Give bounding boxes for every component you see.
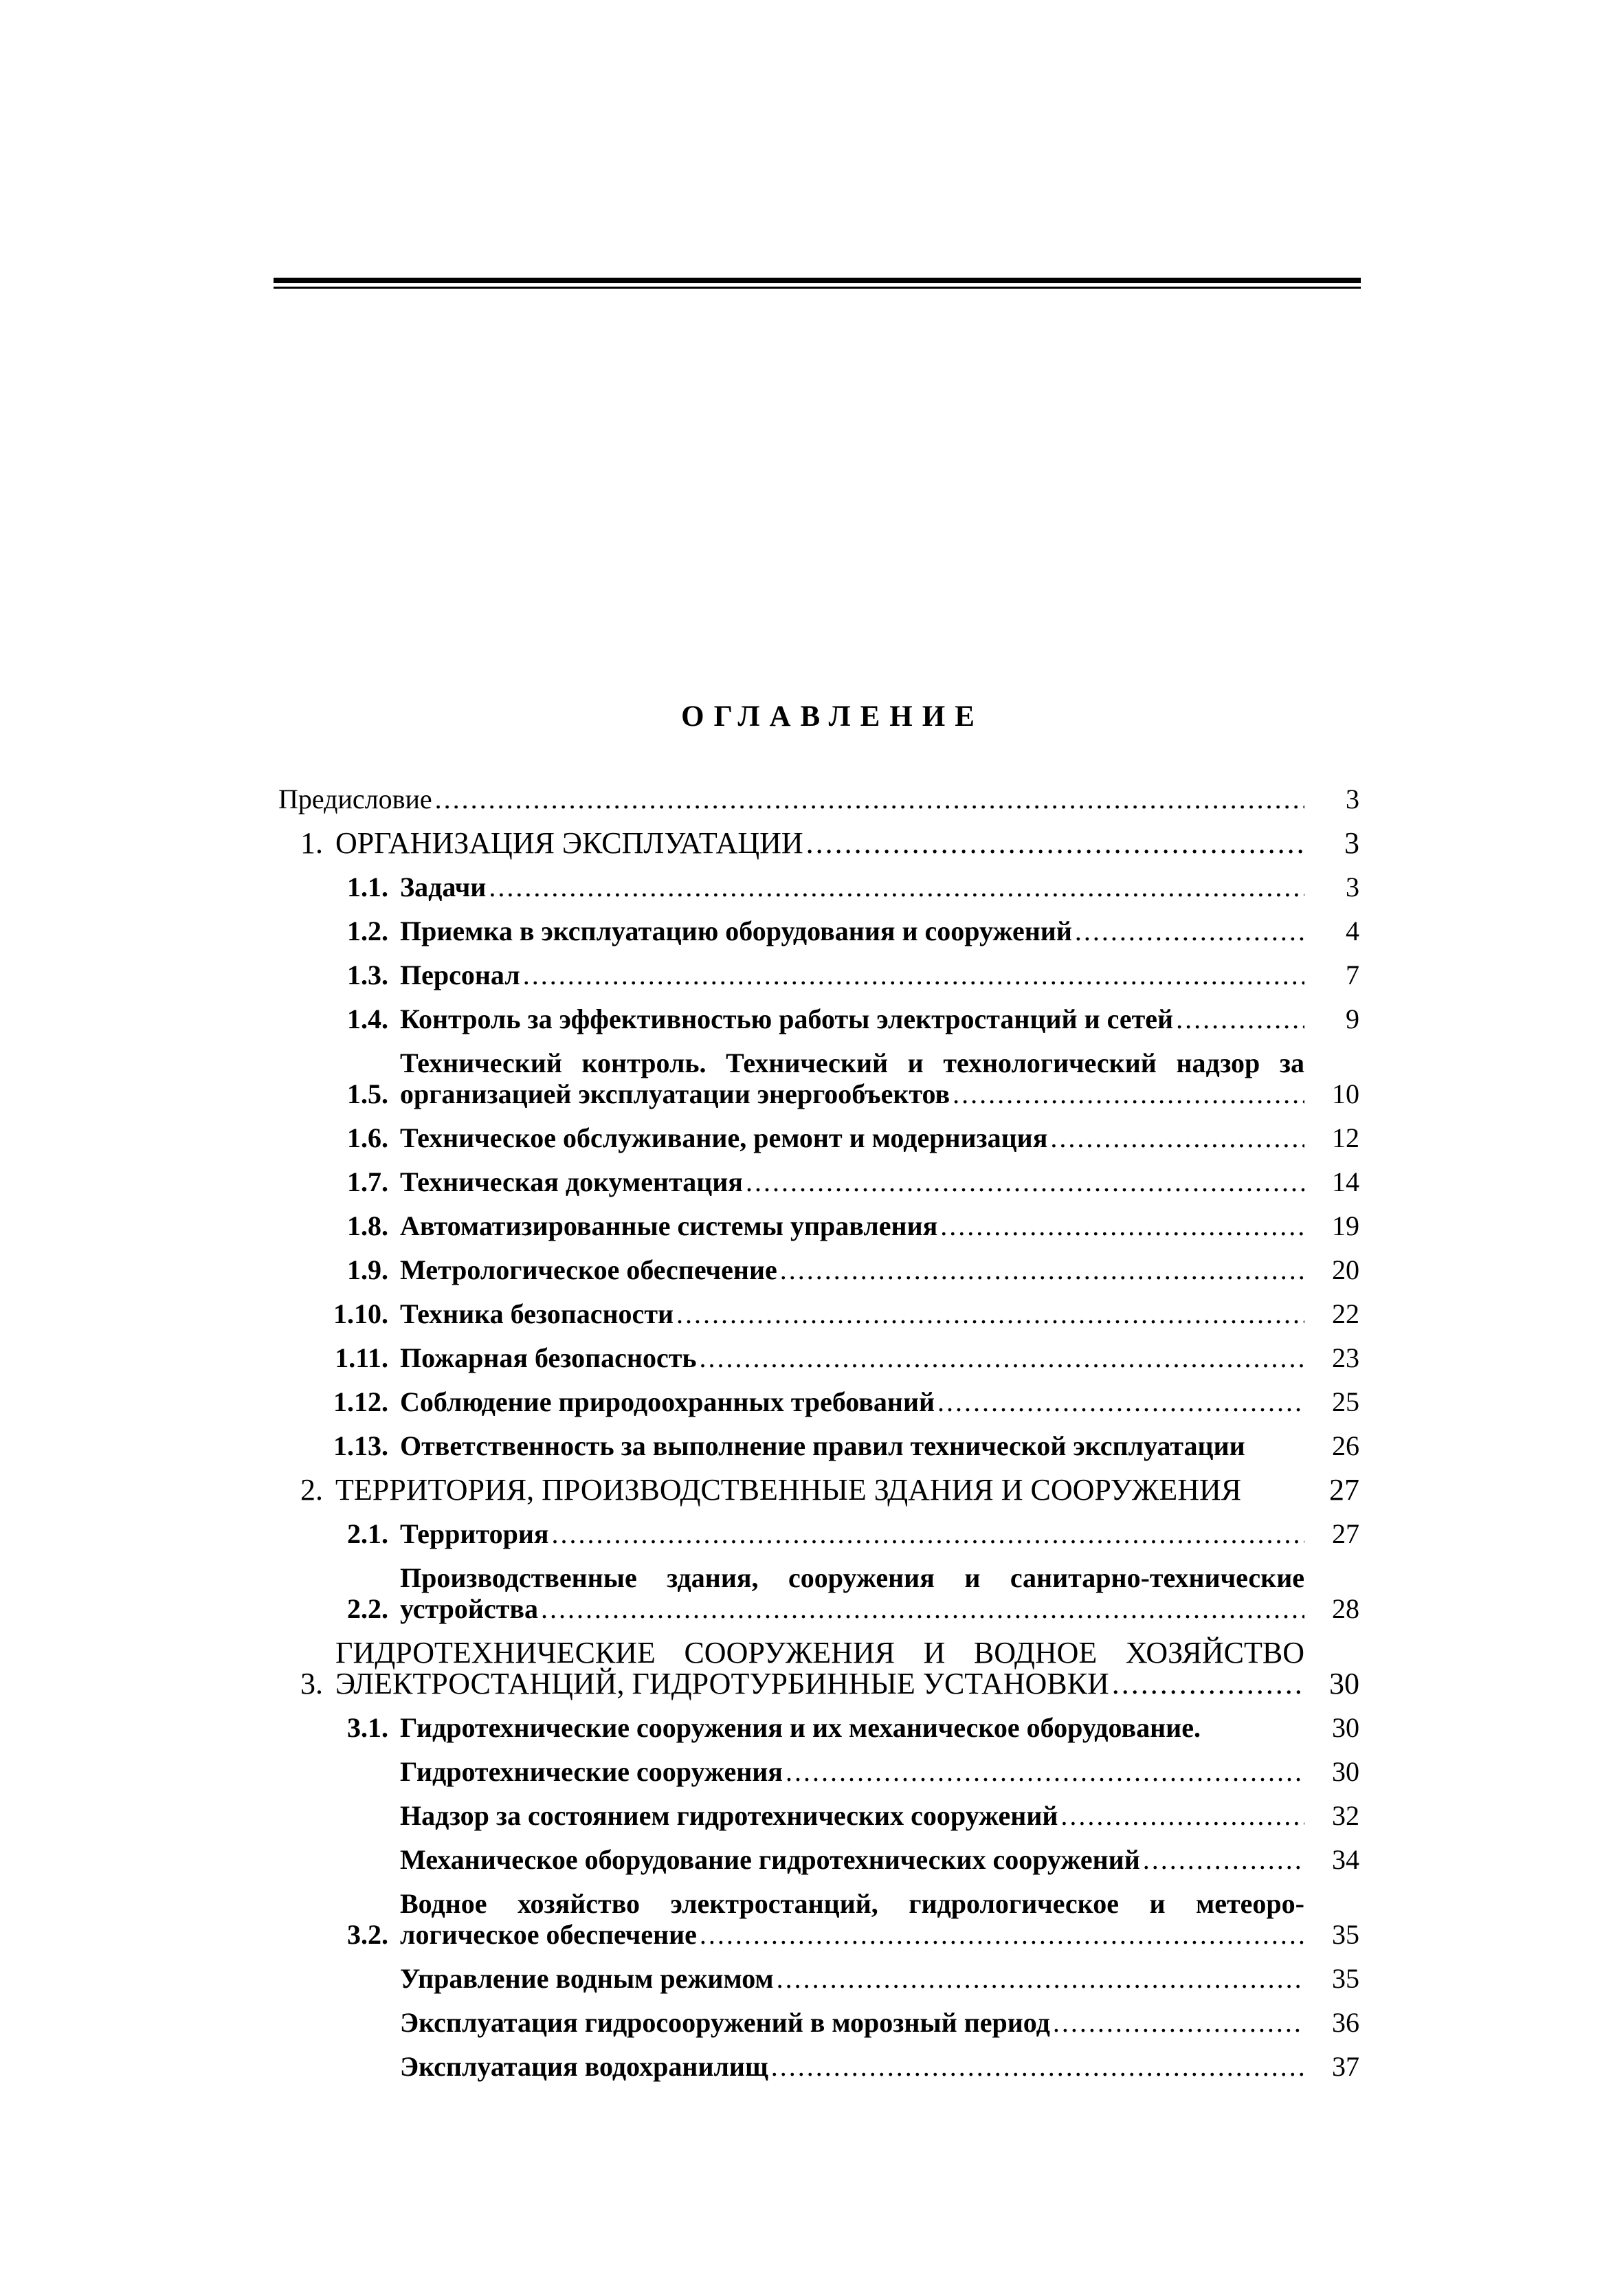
- toc-entry-title: Гидротехнические сооружения и их механическое оборудование.: [400, 1712, 1201, 1743]
- leader-dots: [1050, 1122, 1304, 1153]
- toc-entry-page: 23: [1332, 1342, 1359, 1373]
- toc-entry-page: 20: [1332, 1254, 1359, 1285]
- toc-entry-page: 25: [1332, 1386, 1359, 1417]
- toc-entry-title: организацией эксплуатации энергообъектов: [400, 1078, 950, 1109]
- toc-entry: [278, 1342, 1359, 1373]
- toc-entry-page: 3: [1346, 784, 1359, 814]
- toc-entry-title: Эксплуатация водохранилищ: [400, 2051, 768, 2082]
- toc-entry-title: Техническая документация: [400, 1166, 743, 1197]
- leader-dots: [937, 1386, 1304, 1417]
- toc-entry-number: 1.: [300, 826, 323, 860]
- toc-entry-title: Технический контроль. Технический и технологический надзор за: [400, 1047, 1304, 1078]
- toc-entry-title: Автоматизированные системы управления: [400, 1210, 938, 1241]
- toc-entry-title: Контроль за эффективностью работы электростанций и сетей: [400, 1004, 1174, 1034]
- toc-entry-title: логическое обеспечение: [400, 1919, 697, 1950]
- toc-entry: [278, 1047, 1359, 1109]
- toc-entry: [278, 1166, 1359, 1197]
- toc-entry: [278, 1963, 1359, 1994]
- toc-entry-number: 3.1.: [347, 1712, 388, 1743]
- toc-entry-page: 30: [1332, 1756, 1359, 1787]
- toc-entry-title: Территория: [400, 1518, 549, 1549]
- leader-dots: [1060, 1800, 1304, 1831]
- toc-entry-number: 2.: [300, 1473, 323, 1507]
- toc-entry-title: Техника безопасности: [400, 1298, 674, 1329]
- toc-entry: [278, 784, 1359, 814]
- leader-dots: [771, 2051, 1304, 2082]
- toc-entry-page: 3: [1346, 872, 1359, 902]
- toc-entry-title: ТЕРРИТОРИЯ, ПРОИЗВОДСТВЕННЫЕ ЗДАНИЯ И СООРУЖЕНИЯ: [335, 1473, 1242, 1507]
- toc-entry: [278, 916, 1359, 946]
- leader-dots: [700, 1342, 1304, 1373]
- toc-entry: [278, 1210, 1359, 1241]
- leader-dots: [806, 828, 1304, 858]
- toc-entry-number: 3.: [300, 1667, 323, 1700]
- toc-entry-page: 7: [1346, 960, 1359, 990]
- leader-dots: [1143, 1844, 1304, 1875]
- toc-entry-number: 1.5.: [347, 1078, 388, 1109]
- toc-entry-number: 1.4.: [347, 1004, 388, 1034]
- toc-entry-page: 36: [1332, 2007, 1359, 2038]
- toc-entry-page: 12: [1332, 1122, 1359, 1153]
- leader-dots: [786, 1756, 1304, 1787]
- toc-entry-title: устройства: [400, 1593, 538, 1624]
- toc-entry-number: 1.6.: [347, 1122, 388, 1153]
- leader-dots: [435, 784, 1304, 814]
- toc-entry-title: Управление водным режимом: [400, 1963, 774, 1994]
- toc-entry-page: 10: [1332, 1078, 1359, 1109]
- toc-entry-number: 1.12.: [333, 1386, 388, 1417]
- toc-entry: [278, 1254, 1359, 1285]
- toc-entry-number: 2.1.: [347, 1518, 388, 1549]
- toc-entry-title: Гидротехнические сооружения: [400, 1756, 783, 1787]
- rule-thin: [274, 287, 1361, 289]
- toc-entry-page: 27: [1329, 1473, 1359, 1507]
- leader-dots: [1176, 1004, 1304, 1034]
- toc-entry-page: 26: [1332, 1430, 1359, 1461]
- toc-entry-page: 35: [1332, 1963, 1359, 1994]
- toc-entry: [278, 1430, 1359, 1461]
- toc-entry-page: 27: [1332, 1518, 1359, 1549]
- toc-entry-number: 1.13.: [333, 1430, 388, 1461]
- toc-entry: [278, 1474, 1359, 1505]
- toc-entry-number: 1.7.: [347, 1166, 388, 1197]
- toc-entry: [278, 1562, 1359, 1624]
- leader-dots: [523, 960, 1304, 990]
- toc-entry: [278, 1386, 1359, 1417]
- toc-entry-title: Пожарная безопасность: [400, 1342, 697, 1373]
- leader-dots: [1075, 916, 1304, 946]
- toc-entry: [278, 828, 1359, 858]
- leader-dots: [552, 1518, 1304, 1549]
- toc-entry: [278, 1844, 1359, 1875]
- toc-entry-page: 22: [1332, 1298, 1359, 1329]
- toc-entry-page: 35: [1332, 1919, 1359, 1950]
- toc-entry-page: 32: [1332, 1800, 1359, 1831]
- toc-entry-title: Механическое оборудование гидротехнических сооружений: [400, 1844, 1140, 1875]
- toc-entry: [278, 2051, 1359, 2082]
- leader-dots: [940, 1210, 1304, 1241]
- rule-thick: [274, 278, 1361, 283]
- toc-entry-page: 30: [1332, 1712, 1359, 1743]
- toc-entry-title: Надзор за состоянием гидротехнических сооружений: [400, 1800, 1058, 1831]
- toc-entry-page: 19: [1332, 1210, 1359, 1241]
- toc-entry-title: Приемка в эксплуатацию оборудования и сооружений: [400, 916, 1072, 946]
- toc-entry-title: Эксплуатация гидросооружений в морозный период: [400, 2007, 1050, 2038]
- toc-entry-title: Соблюдение природоохранных требований: [400, 1386, 935, 1417]
- toc-entry-title: Производственные здания, сооружения и санитарно-технические: [400, 1562, 1304, 1593]
- toc-entry: [278, 960, 1359, 990]
- toc-entry-page: 9: [1346, 1004, 1359, 1034]
- leader-dots: [1053, 2007, 1304, 2038]
- leader-dots: [676, 1298, 1304, 1329]
- toc-entry-page: 28: [1332, 1593, 1359, 1624]
- toc-entry: [278, 2007, 1359, 2038]
- toc-entry-title: Ответственность за выполнение правил технической эксплуатации: [400, 1430, 1245, 1461]
- toc-entry-page: 30: [1329, 1667, 1359, 1700]
- toc-entry: [278, 1756, 1359, 1787]
- toc-entry-number: 1.11.: [335, 1342, 388, 1373]
- toc-entry-title: Техническое обслуживание, ремонт и модернизация: [400, 1122, 1048, 1153]
- toc-entry-number: 1.1.: [347, 872, 388, 902]
- leader-dots: [780, 1254, 1304, 1285]
- toc-entry-number: 1.3.: [347, 960, 388, 990]
- leader-dots: [1112, 1668, 1304, 1699]
- leader-dots: [746, 1166, 1304, 1197]
- toc-entry-number: 1.8.: [347, 1210, 388, 1241]
- leader-dots: [541, 1593, 1304, 1624]
- toc-entry-title: Задачи: [400, 872, 487, 902]
- toc-entry-title: ОРГАНИЗАЦИЯ ЭКСПЛУАТАЦИИ: [335, 826, 803, 860]
- toc-entry-number: 1.10.: [333, 1298, 388, 1329]
- toc-entry: [278, 1800, 1359, 1831]
- leader-dots: [953, 1078, 1304, 1109]
- toc-entry-title: Персонал: [400, 960, 520, 990]
- table-of-contents: [278, 784, 1359, 2095]
- toc-entry: [278, 1122, 1359, 1153]
- toc-entry-number: 1.9.: [347, 1254, 388, 1285]
- toc-entry: [278, 1888, 1359, 1950]
- toc-entry-title: Водное хозяйство электростанций, гидрологическое и метеоро-: [400, 1888, 1304, 1919]
- toc-entry: [278, 1637, 1359, 1699]
- toc-entry: [278, 1004, 1359, 1034]
- toc-entry-title: Метрологическое обеспечение: [400, 1254, 777, 1285]
- toc-entry-number: 1.2.: [347, 916, 388, 946]
- toc-entry: [278, 872, 1359, 902]
- toc-entry: [278, 1518, 1359, 1549]
- toc-entry: [278, 1298, 1359, 1329]
- toc-entry-title: Предисловие: [278, 784, 432, 814]
- leader-dots: [777, 1963, 1304, 1994]
- toc-entry: [278, 1712, 1359, 1743]
- toc-entry-title: ЭЛЕКТРОСТАНЦИЙ, ГИДРОТУРБИННЫЕ УСТАНОВКИ: [335, 1667, 1109, 1700]
- toc-entry-number: 3.2.: [347, 1919, 388, 1950]
- leader-dots: [700, 1919, 1304, 1950]
- header-rule: [274, 278, 1361, 289]
- toc-entry-title: ГИДРОТЕХНИЧЕСКИЕ СООРУЖЕНИЯ И ВОДНОЕ ХОЗЯЙСТВО: [335, 1636, 1304, 1670]
- toc-entry-number: 2.2.: [347, 1593, 388, 1624]
- leader-dots: [489, 872, 1304, 902]
- toc-entry-page: 4: [1346, 916, 1359, 946]
- toc-entry-page: 37: [1332, 2051, 1359, 2082]
- toc-entry-page: 34: [1332, 1844, 1359, 1875]
- toc-title: ОГЛАВЛЕНИЕ: [681, 700, 984, 733]
- toc-entry-page: 3: [1344, 826, 1359, 860]
- toc-entry-page: 14: [1332, 1166, 1359, 1197]
